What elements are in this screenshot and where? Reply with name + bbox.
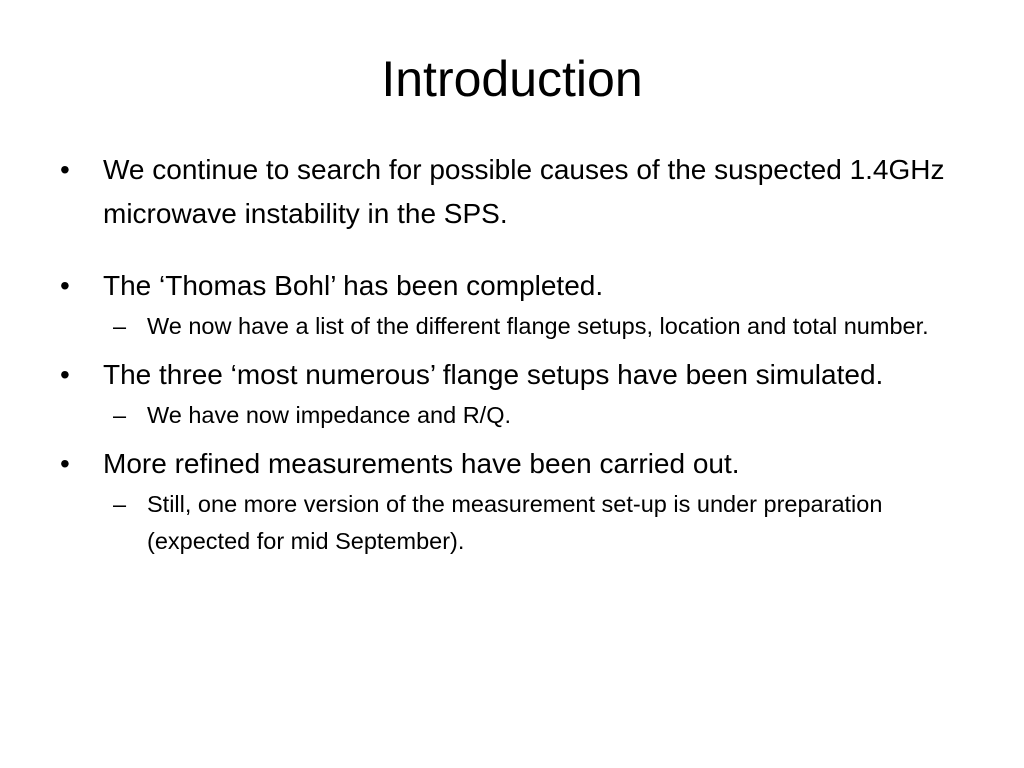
bullet-item — [60, 264, 980, 308]
sub-bullet-text: We have now impedance and R/Q. — [147, 402, 512, 428]
sub-bullet-text: Still, one more version of the measurement set-up is under preparation (expected for mid September). — [147, 491, 883, 554]
sub-bullet-item — [60, 397, 980, 434]
bullet-text: More refined measurements have been carried out. — [103, 448, 740, 479]
bullet-text: The three ‘most numerous’ flange setups have been simulated. — [103, 359, 884, 390]
bullet-marker: • — [60, 270, 70, 301]
slide-body — [60, 148, 980, 560]
bullet-marker: • — [60, 448, 70, 479]
sub-bullet-marker: – — [113, 402, 127, 428]
bullet-marker: • — [60, 359, 70, 390]
bullet-item — [60, 442, 980, 486]
sub-bullet-text: We now have a list of the different flange setups, location and total number. — [147, 313, 929, 339]
sub-bullet-marker: – — [113, 491, 127, 517]
bullet-text: We continue to search for possible causes of the suspected 1.4GHz microwave instability in the SPS. — [103, 154, 945, 229]
bullet-item — [60, 353, 980, 397]
slide-title: Introduction — [381, 51, 643, 107]
sub-bullet-marker: – — [113, 313, 127, 339]
sub-bullet-item — [60, 486, 980, 560]
sub-bullet-item — [60, 308, 980, 345]
bullet-marker: • — [60, 154, 70, 185]
bullet-text: The ‘Thomas Bohl’ has been completed. — [103, 270, 604, 301]
bullet-item — [60, 148, 980, 236]
